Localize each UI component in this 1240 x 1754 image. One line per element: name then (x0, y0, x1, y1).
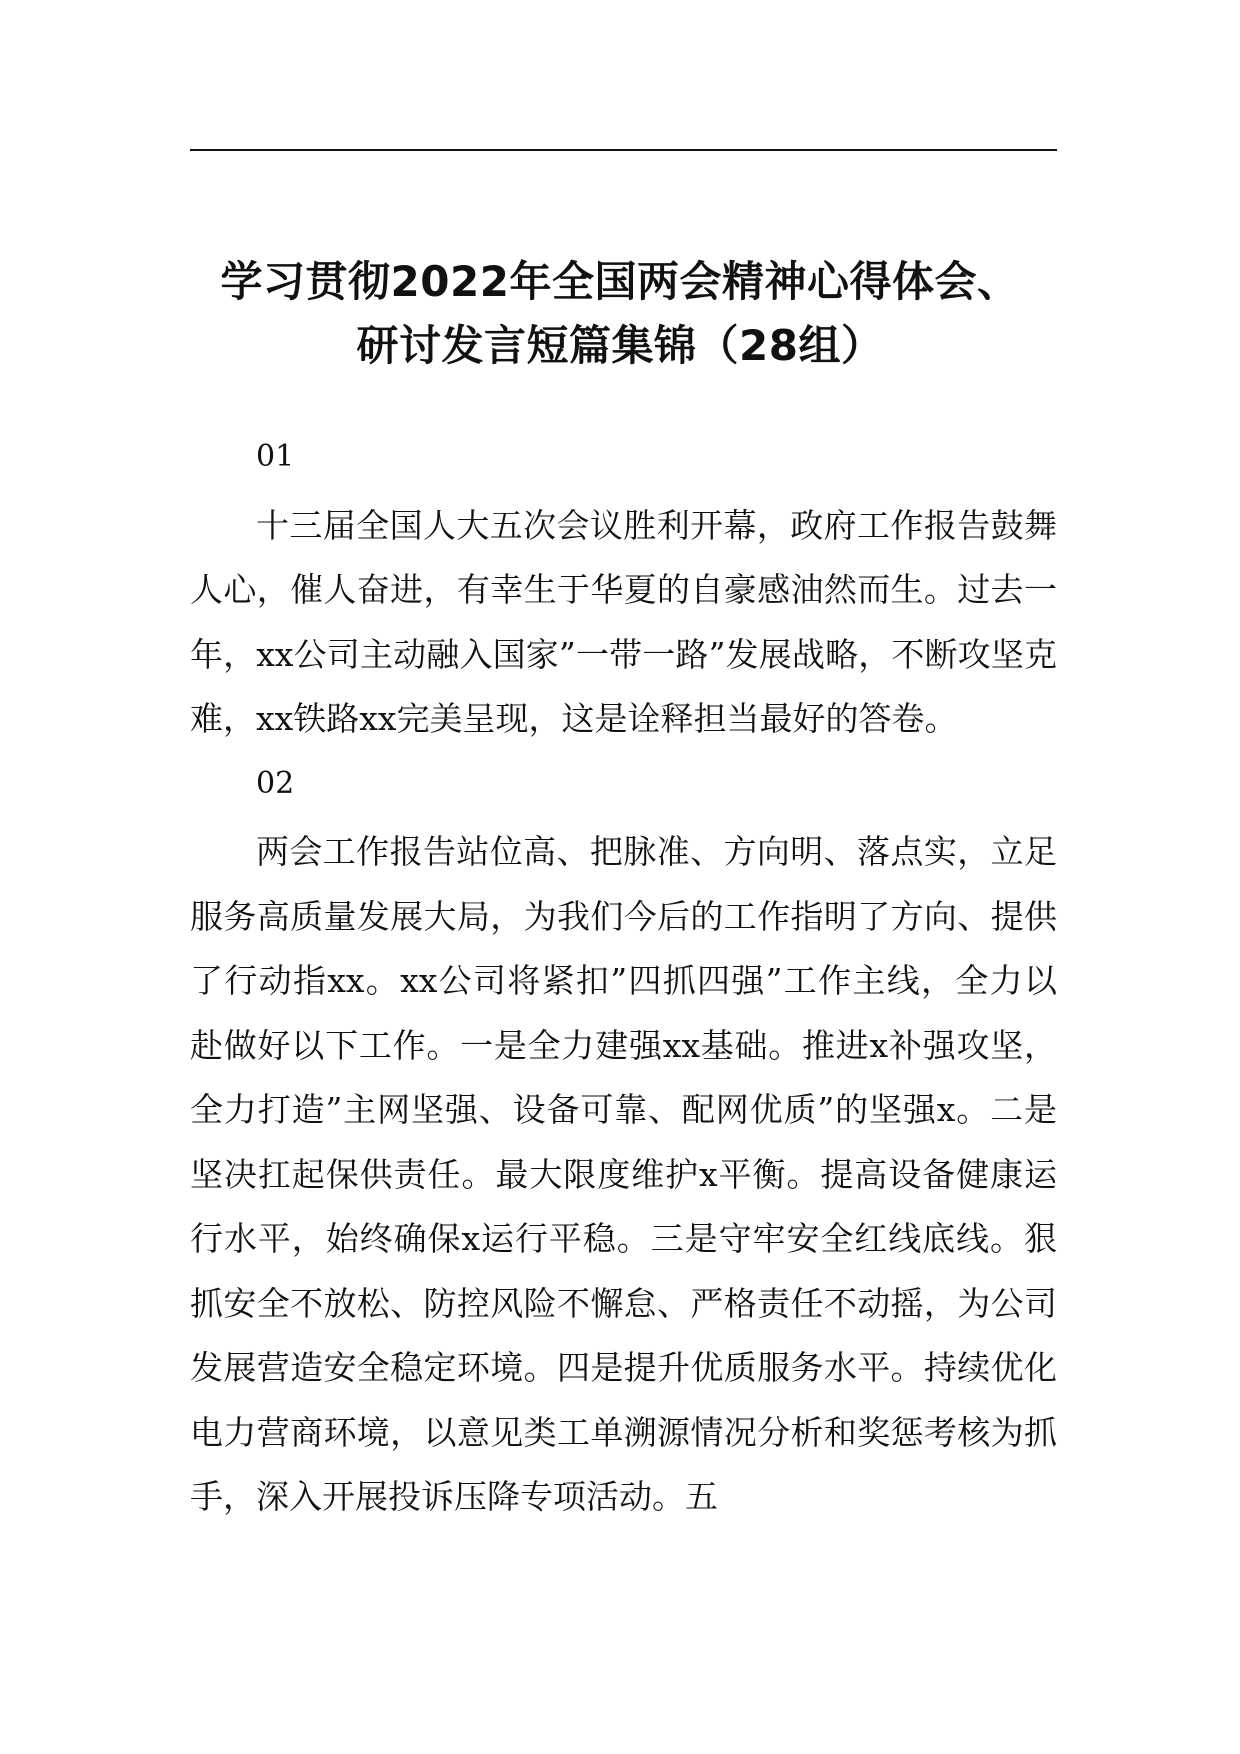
document-title (150, 250, 1090, 378)
section-number-02: 02 (256, 765, 295, 801)
section-paragraph-02: 两会工作报告站位高、把脉准、方向明、落点实，立足服务高质量发展大局，为我们今后的工作指明了方向、提供了行动指xx。xx公司将紧扣”四抓四强”工作主线，全力以赴做好以下工作。一是全力建强xx基础。推进x补强攻坚，全力打造”主网坚强、设备可靠、配网优质”的坚强x。二是坚决扛起保供责任。最大限度维护x平衡。提高设备健康运行水平，始终确保x运行平稳。三是守牢安全红线底线。狠抓安全不放松、防控风险不懈怠、严格责任不动摇，为公司发展营造安全稳定环境。四是提升优质服务水平。持续优化电力营商环境，以意见类工单溯源情况分析和奖惩考核为抓手，深入开展投诉压降专项活动。五 (190, 832, 1057, 1516)
section-paragraph-01: 十三届全国人大五次会议胜利开幕，政府工作报告鼓舞人心，催人奋进，有幸生于华夏的自豪感油然而生。过去一年，xx公司主动融入国家”一带一路”发展战略，不断攻坚克难，xx铁路xx完美呈现，这是诠释担当最好的答卷。 (190, 505, 1057, 738)
section-number-01: 01 (256, 439, 295, 474)
title-line-1: 学习贯彻2022年全国两会精神心得体会、 (220, 257, 1020, 307)
header-rule (190, 149, 1057, 151)
document-body (190, 425, 1057, 1530)
title-line-2: 研讨发言短篇集锦（28组） (356, 321, 884, 371)
